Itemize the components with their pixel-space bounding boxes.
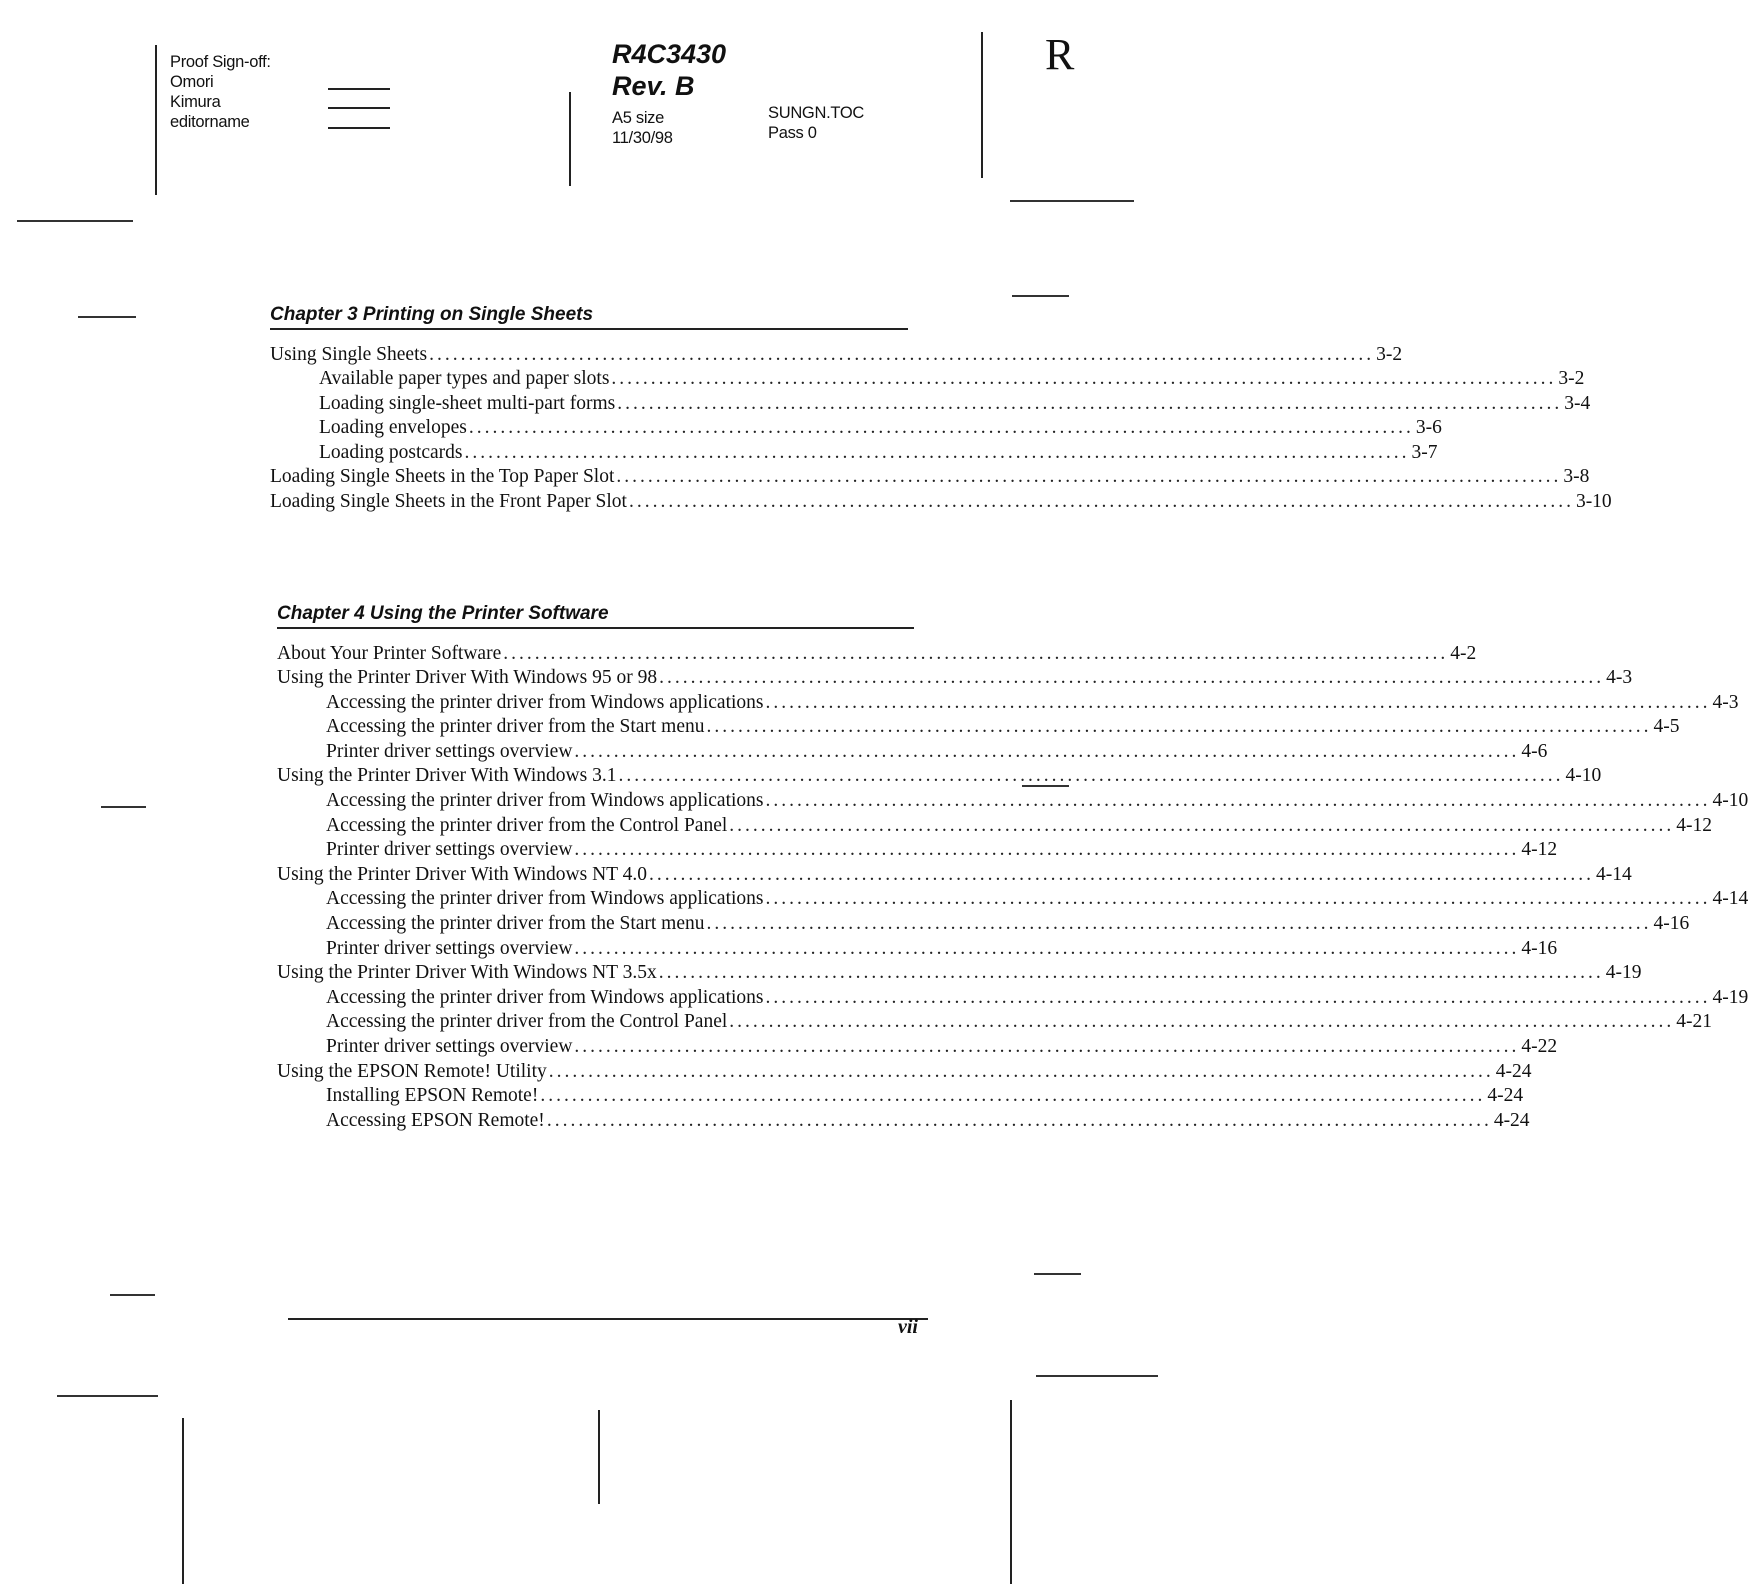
signoff-name: editorname <box>170 113 250 131</box>
toc-entry-page: 4-24 <box>1487 1085 1524 1107</box>
toc-entry-page: 4-16 <box>1653 913 1690 935</box>
toc-entry <box>277 888 1748 913</box>
toc-entry <box>277 839 1558 864</box>
dot-leader: ........................................................................................................................ <box>546 1109 1492 1131</box>
dot-leader: ........................................................................................................................ <box>649 863 1594 885</box>
crop-mark <box>155 45 157 195</box>
crop-mark <box>101 806 146 808</box>
proof-signoff <box>170 52 271 132</box>
toc-entry-page: 3-4 <box>1564 392 1591 414</box>
toc-entry <box>270 466 1590 491</box>
toc-entry-title: Installing EPSON Remote! <box>326 1085 539 1107</box>
chapter-3-section <box>270 304 1612 516</box>
toc-entry <box>277 962 1642 987</box>
crop-mark <box>182 1418 184 1584</box>
toc-entry <box>277 814 1713 840</box>
dot-leader: ........................................................................................................................ <box>574 839 1520 861</box>
dot-leader: ........................................................................................................................ <box>765 888 1711 910</box>
corner-letter: R <box>1045 30 1075 79</box>
toc-entry <box>270 491 1612 516</box>
page-size: A5 size <box>612 109 665 127</box>
signoff-name: Kimura <box>170 93 221 111</box>
toc-entry <box>277 790 1748 815</box>
toc-entry <box>277 1036 1558 1061</box>
toc-entry-page: 4-24 <box>1495 1060 1532 1082</box>
toc-entry-page: 4-10 <box>1565 765 1602 787</box>
dot-leader: ........................................................................................................................ <box>628 491 1574 513</box>
crop-mark <box>57 1395 158 1397</box>
signoff-name: Omori <box>170 73 214 91</box>
toc-entry-page: 4-2 <box>1450 642 1477 664</box>
footer-rule <box>288 1318 928 1320</box>
toc-entry <box>277 667 1633 692</box>
toc-entry-title: Using the Printer Driver With Windows NT 4.0 <box>277 863 647 885</box>
dot-leader: ........................................................................................................................ <box>503 642 1449 664</box>
dot-leader: ........................................................................................................................ <box>617 392 1563 414</box>
toc-entry <box>277 716 1680 741</box>
toc-entry-page: 4-6 <box>1521 740 1548 762</box>
toc-entry-title: Printer driver settings overview <box>326 937 573 959</box>
toc-entry-title: Printer driver settings overview <box>326 839 573 861</box>
toc-list <box>277 642 1748 1135</box>
crop-mark <box>78 316 136 318</box>
toc-entry <box>277 691 1739 717</box>
dot-leader: ........................................................................................................................ <box>765 986 1711 1008</box>
toc-list <box>270 343 1612 516</box>
toc-entry-page: 4-21 <box>1676 1011 1713 1033</box>
toc-entry-title: Using Single Sheets <box>270 343 428 365</box>
doc-date: 11/30/98 <box>612 129 673 147</box>
toc-entry <box>277 740 1548 766</box>
crop-mark <box>598 1410 600 1504</box>
doc-meta-left <box>612 108 673 148</box>
dot-leader: ........................................................................................................................ <box>706 913 1652 935</box>
toc-entry <box>277 986 1748 1012</box>
toc-entry-page: 4-3 <box>1606 667 1633 689</box>
chapter-title: Chapter 3 Printing on Single Sheets <box>270 304 594 325</box>
dot-leader: ........................................................................................................................ <box>765 790 1711 812</box>
toc-entry <box>277 1109 1530 1135</box>
page-number: vii <box>898 1316 918 1338</box>
toc-entry-title: Accessing the printer driver from the Control Panel <box>326 814 728 836</box>
toc-entry-title: Using the EPSON Remote! Utility <box>277 1060 547 1082</box>
document-id <box>612 38 726 102</box>
doc-meta-right <box>768 103 864 143</box>
signature-line <box>328 127 390 129</box>
toc-entry-title: Accessing the printer driver from Windows applications <box>326 888 764 910</box>
dot-leader: ........................................................................................................................ <box>729 814 1675 836</box>
toc-entry-title: Loading envelopes <box>319 417 467 439</box>
file-name: SUNGN.TOC <box>768 104 865 122</box>
toc-entry-page: 4-19 <box>1605 962 1642 984</box>
toc-entry-title: Printer driver settings overview <box>326 740 573 762</box>
toc-entry-page: 4-12 <box>1521 839 1558 861</box>
toc-entry-page: 3-10 <box>1575 491 1612 513</box>
crop-mark <box>1036 1375 1158 1377</box>
chapter-title: Chapter 4 Using the Printer Software <box>277 603 609 624</box>
dot-leader: ........................................................................................................................ <box>729 1011 1675 1033</box>
dot-leader: ........................................................................................................................ <box>540 1085 1486 1107</box>
signature-line <box>328 107 390 109</box>
chapter-rule <box>270 328 908 330</box>
toc-entry-page: 4-5 <box>1653 716 1680 738</box>
toc-entry-page: 4-10 <box>1712 790 1748 812</box>
toc-entry-title: Accessing the printer driver from Windows applications <box>326 790 764 812</box>
toc-entry <box>277 1085 1524 1110</box>
crop-mark <box>1010 200 1134 202</box>
dot-leader: ........................................................................................................................ <box>464 441 1410 463</box>
toc-entry <box>277 1011 1713 1036</box>
crop-mark <box>1012 295 1069 297</box>
toc-entry <box>270 343 1403 369</box>
dot-leader: ........................................................................................................................ <box>574 740 1520 762</box>
toc-entry <box>270 441 1438 467</box>
toc-entry <box>277 937 1558 963</box>
toc-entry-page: 4-14 <box>1596 863 1632 885</box>
toc-entry-title: Using the Printer Driver With Windows 3.1 <box>277 765 617 787</box>
crop-mark <box>981 32 983 178</box>
toc-entry-title: Using the Printer Driver With Windows 95 or 98 <box>277 667 658 689</box>
dot-leader: ........................................................................................................................ <box>658 962 1604 984</box>
toc-entry-page: 4-22 <box>1521 1036 1558 1057</box>
dot-leader: ........................................................................................................................ <box>468 417 1414 439</box>
revision: Rev. B <box>612 71 695 101</box>
pass-number: Pass 0 <box>768 124 817 142</box>
toc-entry-page: 4-14 <box>1712 888 1748 910</box>
dot-leader: ........................................................................................................................ <box>611 368 1557 390</box>
toc-entry <box>277 1060 1532 1086</box>
dot-leader: ........................................................................................................................ <box>618 765 1564 787</box>
toc-entry-title: Loading single-sheet multi-part forms <box>319 392 616 414</box>
toc-entry-title: Loading postcards <box>319 441 463 463</box>
dot-leader: ........................................................................................................................ <box>765 691 1711 713</box>
toc-entry-page: 4-12 <box>1676 814 1713 836</box>
toc-entry-title: Accessing the printer driver from the Control Panel <box>326 1011 728 1033</box>
toc-entry-page: 3-2 <box>1376 343 1403 365</box>
crop-mark <box>1010 1400 1012 1584</box>
toc-entry <box>270 392 1591 418</box>
chapter-4-section <box>277 603 1748 1134</box>
crop-mark <box>569 92 571 186</box>
dot-leader: ........................................................................................................................ <box>429 343 1375 365</box>
toc-entry-title: Accessing the printer driver from Windows applications <box>326 691 764 713</box>
dot-leader: ........................................................................................................................ <box>574 1036 1520 1057</box>
toc-entry-page: 4-24 <box>1493 1109 1530 1131</box>
doc-code: R4C3430 <box>612 39 727 69</box>
toc-entry <box>277 642 1477 668</box>
toc-entry-page: 4-19 <box>1712 986 1748 1008</box>
toc-entry-title: Loading Single Sheets in the Front Paper Slot <box>270 491 627 513</box>
toc-entry-page: 4-16 <box>1521 937 1558 959</box>
signoff-title: Proof Sign-off: <box>170 53 271 71</box>
dot-leader: ........................................................................................................................ <box>616 466 1562 488</box>
toc-entry <box>277 913 1690 938</box>
signature-line <box>328 88 390 90</box>
toc-entry-title: Available paper types and paper slots <box>319 368 610 390</box>
toc-entry-title: Accessing EPSON Remote! <box>326 1109 545 1131</box>
toc-entry-title: Accessing the printer driver from the Start menu <box>326 716 705 738</box>
dot-leader: ........................................................................................................................ <box>706 716 1652 738</box>
crop-mark <box>110 1294 155 1296</box>
toc-entry-page: 3-6 <box>1415 417 1442 439</box>
toc-entry <box>277 863 1632 889</box>
dot-leader: ........................................................................................................................ <box>574 937 1520 959</box>
crop-mark <box>17 220 133 222</box>
toc-entry-title: Using the Printer Driver With Windows NT 3.5x <box>277 962 657 984</box>
crop-mark <box>1034 1273 1081 1275</box>
toc-entry <box>277 765 1602 790</box>
dot-leader: ........................................................................................................................ <box>548 1060 1494 1082</box>
toc-entry-title: Printer driver settings overview <box>326 1036 573 1057</box>
toc-entry-page: 3-7 <box>1411 441 1438 463</box>
toc-entry-title: Loading Single Sheets in the Top Paper Slot <box>270 466 615 488</box>
toc-entry-page: 3-8 <box>1563 466 1590 488</box>
toc-entry <box>270 368 1585 393</box>
toc-entry-title: Accessing the printer driver from Windows applications <box>326 986 764 1008</box>
dot-leader: ........................................................................................................................ <box>659 667 1605 689</box>
toc-entry <box>270 417 1442 442</box>
toc-entry-title: Accessing the printer driver from the Start menu <box>326 913 705 935</box>
toc-entry-title: About Your Printer Software <box>277 642 502 664</box>
toc-entry-page: 4-3 <box>1712 691 1739 713</box>
chapter-rule <box>277 627 914 629</box>
toc-entry-page: 3-2 <box>1558 368 1585 390</box>
